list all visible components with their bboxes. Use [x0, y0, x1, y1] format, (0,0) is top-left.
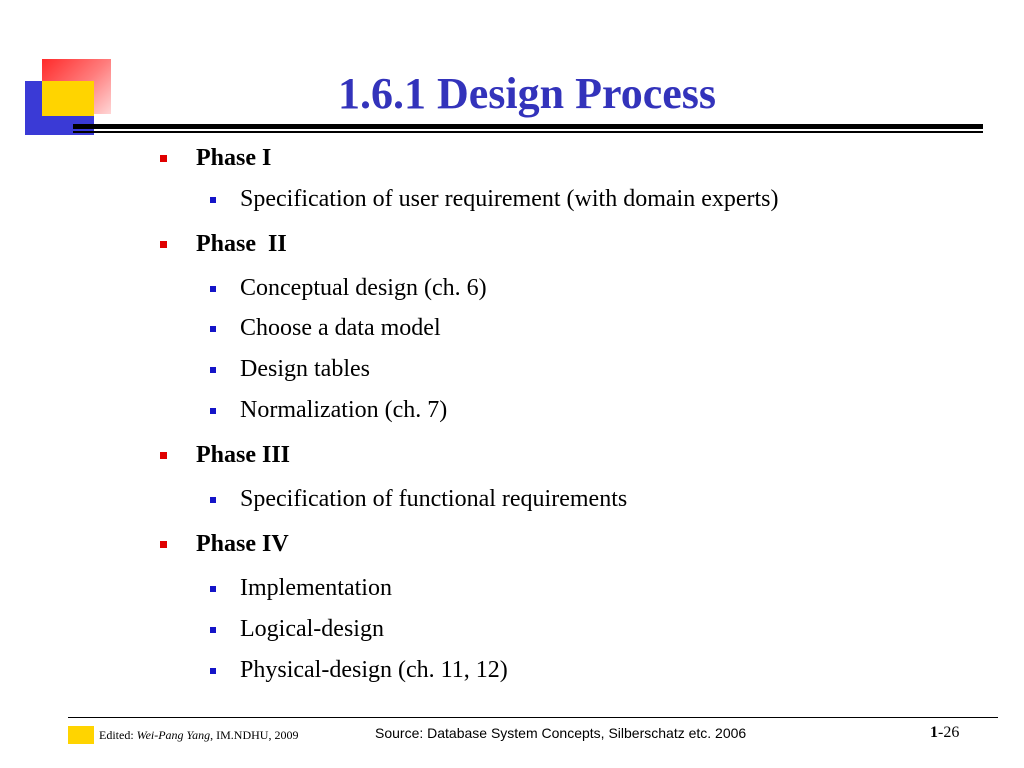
page-number: [930, 724, 959, 742]
sub-item-text: Implementation: [240, 575, 392, 601]
square-bullet-icon: [210, 286, 216, 292]
slide-number: -26: [938, 724, 960, 741]
edited-prefix: Edited:: [99, 728, 137, 742]
square-bullet-icon: [210, 408, 216, 414]
square-bullet-icon: [160, 541, 167, 548]
square-bullet-icon: [210, 586, 216, 592]
square-bullet-icon: [210, 367, 216, 373]
sub-item-text: Logical-design: [240, 616, 384, 642]
phase-label: Phase IV: [196, 531, 289, 557]
title-divider-thick: [73, 124, 983, 129]
square-bullet-icon: [210, 668, 216, 674]
phase-label: Phase III: [196, 442, 291, 468]
affiliation: , IM.NDHU, 2009: [210, 728, 299, 742]
phase-label: Phase II: [196, 231, 287, 257]
slide-title: 1.6.1 Design Process: [337, 69, 717, 118]
square-bullet-icon: [210, 627, 216, 633]
sub-item-text: Normalization (ch. 7): [240, 397, 448, 423]
sub-item-text: Specification of functional requirements: [240, 486, 628, 512]
sub-item-text: Choose a data model: [240, 315, 441, 341]
phase-label: Phase I: [196, 145, 272, 171]
title-divider-thin: [73, 131, 983, 133]
sub-item-text: Specification of user requirement (with domain experts): [240, 186, 779, 212]
square-bullet-icon: [160, 452, 167, 459]
square-bullet-icon: [210, 497, 216, 503]
square-bullet-icon: [210, 197, 216, 203]
footer-yellow-square: [68, 726, 94, 744]
chapter-number: 1: [930, 724, 938, 741]
sub-item-text: Design tables: [240, 356, 370, 382]
sub-item-text: Conceptual design (ch. 6): [240, 275, 487, 301]
sub-item-text: Physical-design (ch. 11, 12): [240, 657, 508, 683]
author-name: Wei-Pang Yang: [136, 728, 211, 742]
footer-edited-credit: [99, 728, 298, 742]
square-bullet-icon: [210, 326, 216, 332]
square-bullet-icon: [160, 241, 167, 248]
footer-divider: [68, 717, 998, 718]
square-bullet-icon: [160, 155, 167, 162]
footer-source: Source: Database System Concepts, Silberschatz etc. 2006: [375, 725, 747, 741]
